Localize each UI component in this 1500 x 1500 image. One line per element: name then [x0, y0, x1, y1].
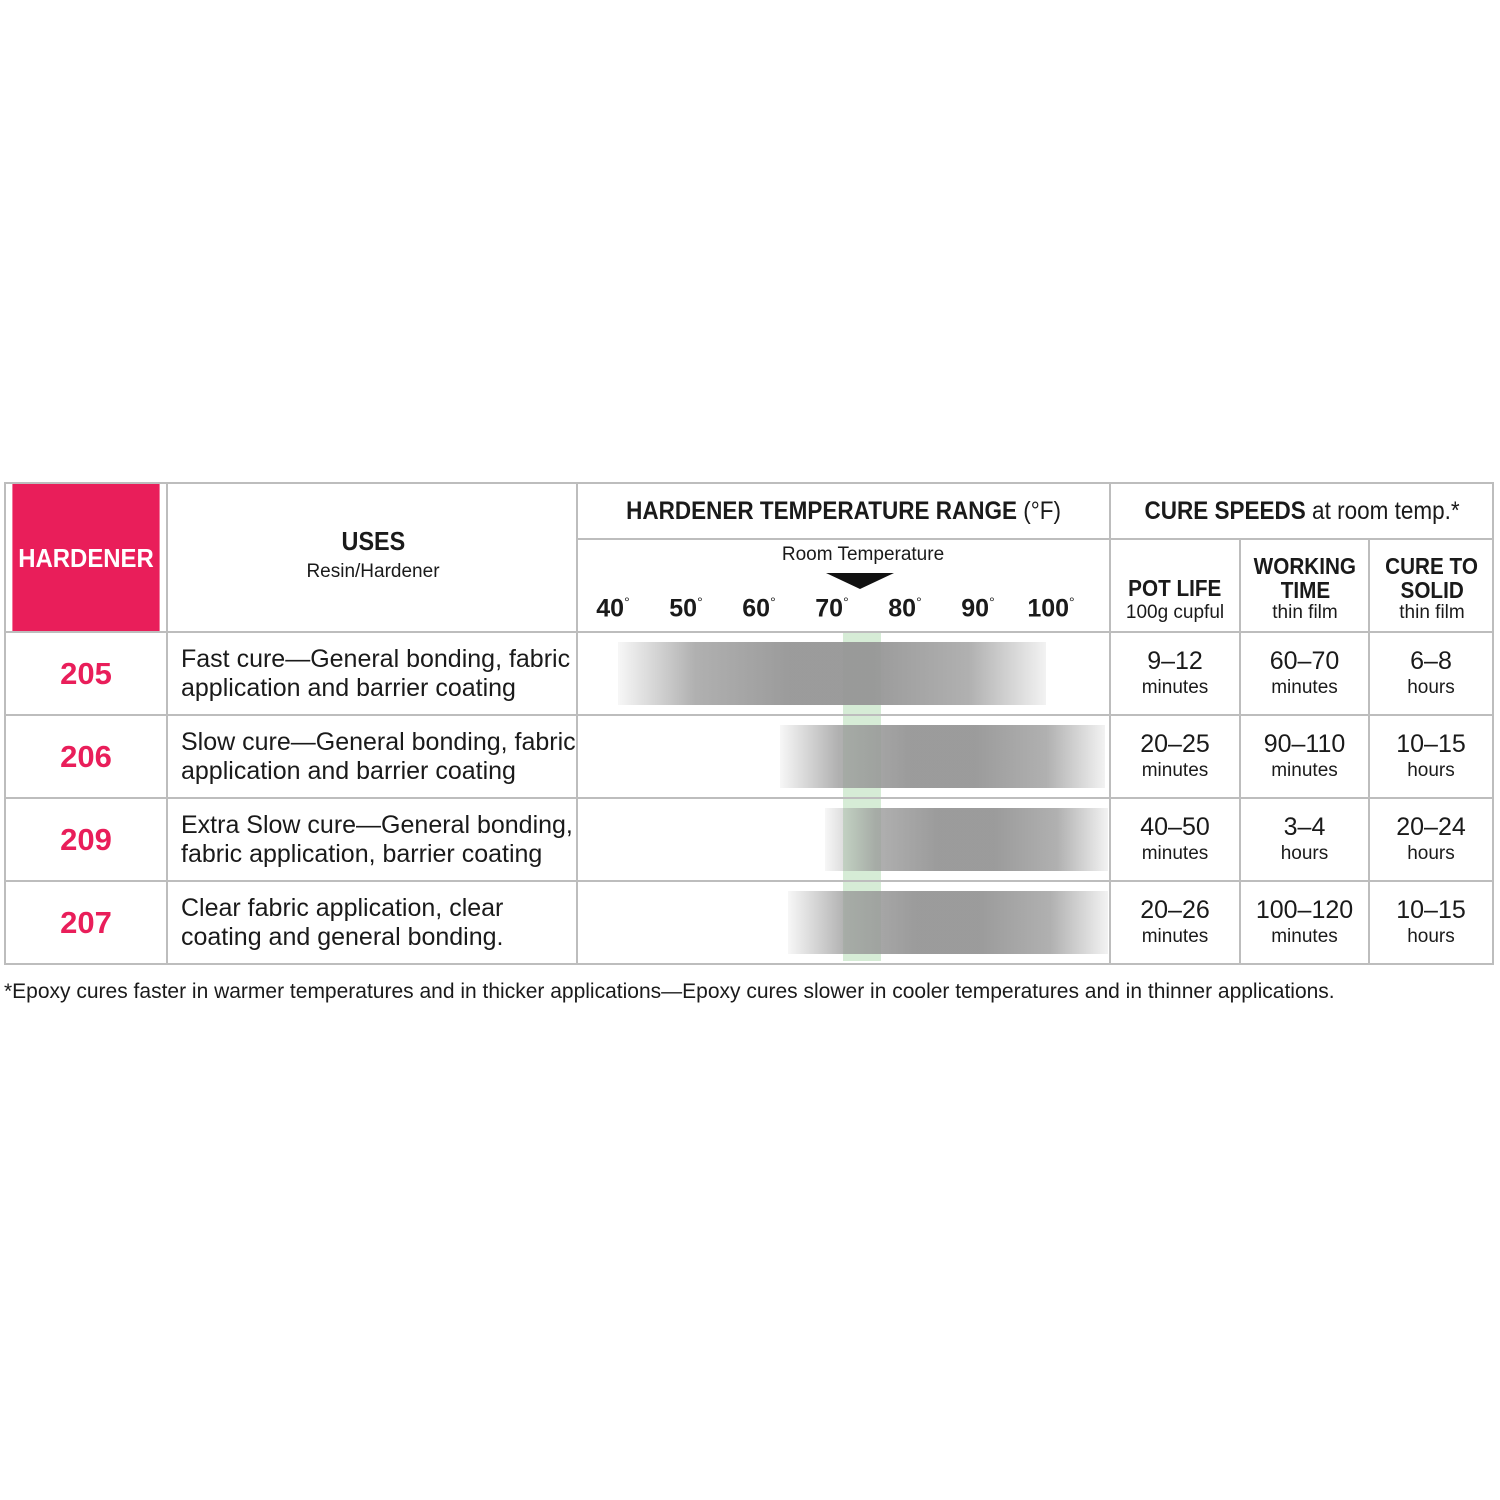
- pot-life-unit: minutes: [1141, 676, 1209, 698]
- cure-solid-cell: [1370, 633, 1492, 714]
- cure-solid-unit: hours: [1407, 759, 1455, 781]
- hardener-table: [4, 482, 1494, 965]
- working-time-subtitle: thin film: [1272, 602, 1338, 623]
- temp-range-bar: [618, 642, 1046, 705]
- uses-line-1: Slow cure—General bonding, fabric: [181, 727, 576, 756]
- working-time-cell: [1241, 633, 1368, 714]
- grid-line: [6, 631, 1492, 633]
- cure-solid-unit: hours: [1407, 925, 1455, 947]
- pot-life-cell: [1111, 633, 1239, 714]
- cure-solid-title-2: SOLID: [1400, 577, 1464, 603]
- cure-solid-subtitle: thin film: [1399, 602, 1465, 623]
- temp-tick-label: 100°: [1027, 594, 1075, 623]
- cure-solid-value: 10–15: [1396, 729, 1466, 758]
- uses-header: [168, 524, 578, 584]
- temp-tick-label: 80°: [888, 594, 922, 623]
- cure-speeds-title: CURE SPEEDS: [1144, 497, 1306, 525]
- temp-tick-label: 50°: [669, 594, 703, 623]
- pot-life-unit: minutes: [1141, 925, 1209, 947]
- cure-solid-value: 6–8: [1410, 646, 1452, 675]
- grid-line: [6, 714, 1492, 716]
- uses-line-2: coating and general bonding.: [181, 922, 504, 951]
- grid-line: [1109, 484, 1111, 963]
- working-time-title-2: TIME: [1280, 577, 1330, 603]
- cure-solid-header: [1370, 548, 1494, 630]
- grid-line: [6, 797, 1492, 799]
- uses-line-2: application and barrier coating: [181, 673, 516, 702]
- working-time-title-1: WORKING: [1253, 553, 1357, 579]
- grid-line: [6, 880, 1492, 882]
- footnote: *Epoxy cures faster in warmer temperatures and in thicker applications—Epoxy cures slower in cooler temperatures and in thinner applications.: [4, 980, 1335, 1003]
- cure-speeds-header: [1110, 484, 1494, 539]
- hardener-id: 209: [60, 821, 112, 857]
- working-time-header: [1240, 548, 1370, 630]
- room-temp-label: Room Temperature: [781, 544, 945, 565]
- working-time-value: 90–110: [1263, 729, 1346, 758]
- pot-life-cell: [1111, 799, 1239, 880]
- temp-tick-label: 90°: [961, 594, 995, 623]
- temp-range-bar: [825, 808, 1108, 871]
- uses-line-2: application and barrier coating: [181, 756, 516, 785]
- temp-tick-label: 70°: [815, 594, 849, 623]
- cure-solid-value: 10–15: [1396, 895, 1466, 924]
- room-temp-arrow-icon: [826, 573, 894, 589]
- working-time-unit: minutes: [1271, 676, 1338, 698]
- uses-cell: [168, 633, 576, 714]
- hardener-id: 206: [60, 738, 112, 774]
- uses-line-2: fabric application, barrier coating: [181, 839, 543, 868]
- cure-solid-cell: [1370, 882, 1492, 963]
- cure-solid-title-1: CURE TO: [1385, 553, 1479, 579]
- temp-tick-label: 40°: [596, 594, 630, 623]
- cure-solid-value: 20–24: [1396, 812, 1466, 841]
- hardener-header: [12, 484, 159, 633]
- uses-cell: [168, 799, 576, 880]
- uses-line-1: Clear fabric application, clear: [181, 893, 504, 922]
- pot-life-value: 20–26: [1140, 895, 1210, 924]
- cure-solid-unit: hours: [1407, 842, 1455, 864]
- cure-solid-cell: [1370, 716, 1492, 797]
- grid-line: [166, 484, 168, 963]
- uses-title: USES: [341, 525, 405, 556]
- working-time-value: 100–120: [1255, 895, 1354, 924]
- uses-subtitle: Resin/Hardener: [306, 560, 440, 582]
- temp-range-bar: [780, 725, 1105, 788]
- pot-life-unit: minutes: [1141, 759, 1209, 781]
- pot-life-cell: [1111, 882, 1239, 963]
- pot-life-unit: minutes: [1141, 842, 1209, 864]
- working-time-unit: minutes: [1271, 925, 1338, 947]
- grid-line: [1368, 538, 1370, 963]
- grid-line: [578, 538, 1492, 540]
- pot-life-subtitle: 100g cupful: [1125, 601, 1225, 623]
- temp-range-header: [578, 484, 1110, 539]
- cure-solid-unit: hours: [1407, 676, 1455, 698]
- working-time-value: 3–4: [1283, 812, 1326, 841]
- pot-life-value: 40–50: [1140, 812, 1210, 841]
- working-time-cell: [1241, 716, 1368, 797]
- temp-range-unit: (°F): [1023, 497, 1062, 525]
- uses-line-1: Fast cure—General bonding, fabric: [181, 644, 571, 673]
- pot-life-title: POT LIFE: [1128, 574, 1222, 601]
- pot-life-header: [1110, 569, 1240, 629]
- working-time-value: 60–70: [1269, 646, 1340, 675]
- working-time-unit: hours: [1280, 842, 1329, 864]
- hardener-id: 207: [60, 904, 112, 940]
- grid-line: [1239, 538, 1241, 963]
- working-time-cell: [1241, 799, 1368, 880]
- pot-life-value: 20–25: [1140, 729, 1210, 758]
- uses-cell: [168, 716, 576, 797]
- grid-line: [576, 484, 578, 963]
- temp-range-title: HARDENER TEMPERATURE RANGE: [626, 497, 1018, 525]
- hardener-header-label: HARDENER: [18, 543, 154, 573]
- temp-range-bar: [788, 891, 1108, 954]
- hardener-id: 205: [60, 655, 112, 691]
- cure-speeds-suffix: at room temp.*: [1311, 497, 1460, 525]
- working-time-unit: minutes: [1271, 759, 1338, 781]
- cure-solid-cell: [1370, 799, 1492, 880]
- temp-tick-label: 60°: [742, 594, 776, 623]
- pot-life-cell: [1111, 716, 1239, 797]
- uses-cell: [168, 882, 576, 963]
- uses-line-1: Extra Slow cure—General bonding,: [181, 810, 573, 839]
- pot-life-value: 9–12: [1147, 646, 1203, 675]
- working-time-cell: [1241, 882, 1368, 963]
